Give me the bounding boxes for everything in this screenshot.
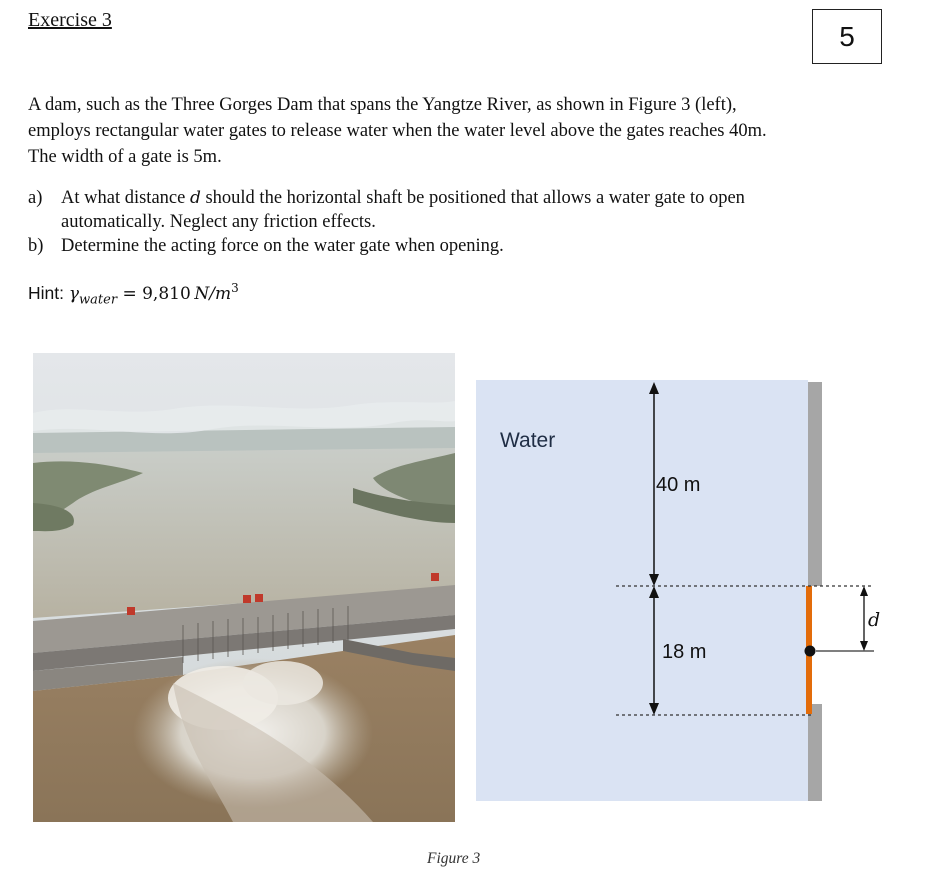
page-number: 5 — [839, 20, 855, 52]
question-text-part: automatically. Neglect any friction effects. — [61, 212, 376, 232]
dam-wall-lower — [808, 704, 822, 801]
problem-intro — [28, 92, 888, 170]
gamma-subscript: water — [79, 292, 118, 308]
question-a — [28, 186, 888, 234]
horizontal-shaft — [805, 646, 816, 657]
question-list — [28, 186, 888, 258]
gate-diagram — [476, 380, 881, 810]
hint-value: 9,810 — [142, 284, 191, 304]
question-label: a) — [28, 188, 43, 208]
exercise-title: Exercise 3 — [28, 9, 112, 31]
page-number-box — [812, 9, 882, 64]
dim-d-arrow-top — [860, 586, 868, 596]
question-text — [61, 186, 888, 234]
dam-aerial-photo — [33, 353, 455, 822]
hint-label: Hint: — [28, 283, 69, 303]
hint-unit: N/m — [194, 284, 232, 304]
dam-wall-upper — [808, 382, 822, 586]
question-text: Determine the acting force on the water gate when opening. — [61, 236, 504, 256]
intro-line: A dam, such as the Three Gorges Dam that spans the Yangtze River, as shown in Figure 3 (left), — [28, 95, 737, 115]
variable-d: d — [189, 188, 201, 208]
gamma-symbol: γ — [68, 284, 80, 304]
intro-line: employs rectangular water gates to release water when the water level above the gates reaches 40m. — [28, 121, 767, 141]
equals-sign: = — [117, 284, 143, 304]
figure-caption: Figure 3 — [427, 850, 481, 867]
dim-40m-label: 40 m — [656, 474, 701, 496]
dim-d-arrow-bottom — [860, 641, 868, 651]
water-label: Water — [500, 429, 556, 452]
question-text-part: At what distance — [61, 188, 190, 208]
dim-18m-label: 18 m — [662, 641, 707, 663]
question-label: b) — [28, 236, 44, 256]
question-text-part: should the horizontal shaft be positioned that allows a water gate to open — [200, 188, 745, 208]
dim-d-label: d — [868, 609, 881, 631]
question-b — [28, 234, 888, 258]
hint-line — [28, 281, 239, 308]
intro-line: The width of a gate is 5m. — [28, 147, 222, 167]
hint-unit-exponent: 3 — [231, 281, 239, 295]
